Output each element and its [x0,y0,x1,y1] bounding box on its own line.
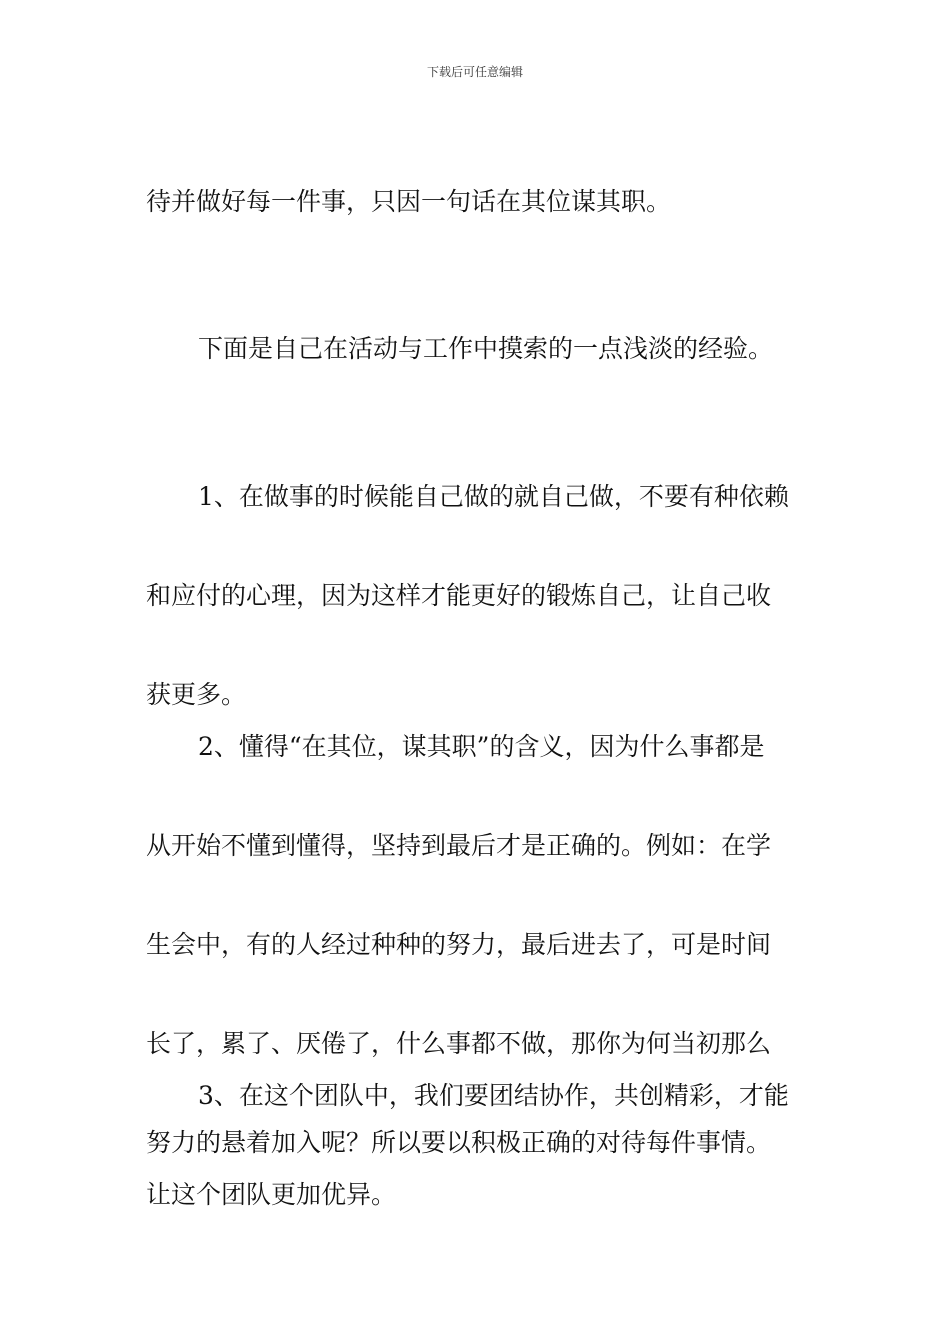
paragraph-line: 获更多。 [146,679,247,709]
paragraph-0 [146,127,808,276]
paragraph-line: 待并做好每一件事，只因一句话在其位谋其职。 [146,186,672,216]
paragraph-line: 2、懂得“在其位，谋其职”的含义，因为什么事都是 [198,731,765,761]
paragraph-line: 3、在这个团队中，我们要团结协作，共创精彩，才能 [198,1080,789,1110]
paragraph-line: 从开始不懂到懂得，坚持到最后才是正确的。例如：在学 [146,830,772,860]
paragraph-line: 和应付的心理，因为这样才能更好的锻炼自己，让自己收 [146,580,772,610]
paragraph-4 [146,1021,808,1269]
paragraph-line: 努力的悬着加入呢？所以要以积极正确的对待每件事情。 [146,1128,772,1158]
paragraph-line: 生会中，有的人经过种种的努力，最后进去了，可是时间 [146,929,772,959]
paragraph-line: 让这个团队更加优异。 [146,1179,397,1209]
paragraph-1 [146,274,808,423]
paragraph-line: 1、在做事的时候能自己做的就自己做，不要有种依赖 [198,481,789,511]
paragraph-line: 长了，累了、厌倦了，什么事都不做，那你为何当初那么 [146,1029,772,1059]
paragraph-line: 下面是自己在活动与工作中摸索的一点浅淡的经验。 [198,333,774,363]
page-header-note: 下载后可任意编辑 [426,65,523,79]
